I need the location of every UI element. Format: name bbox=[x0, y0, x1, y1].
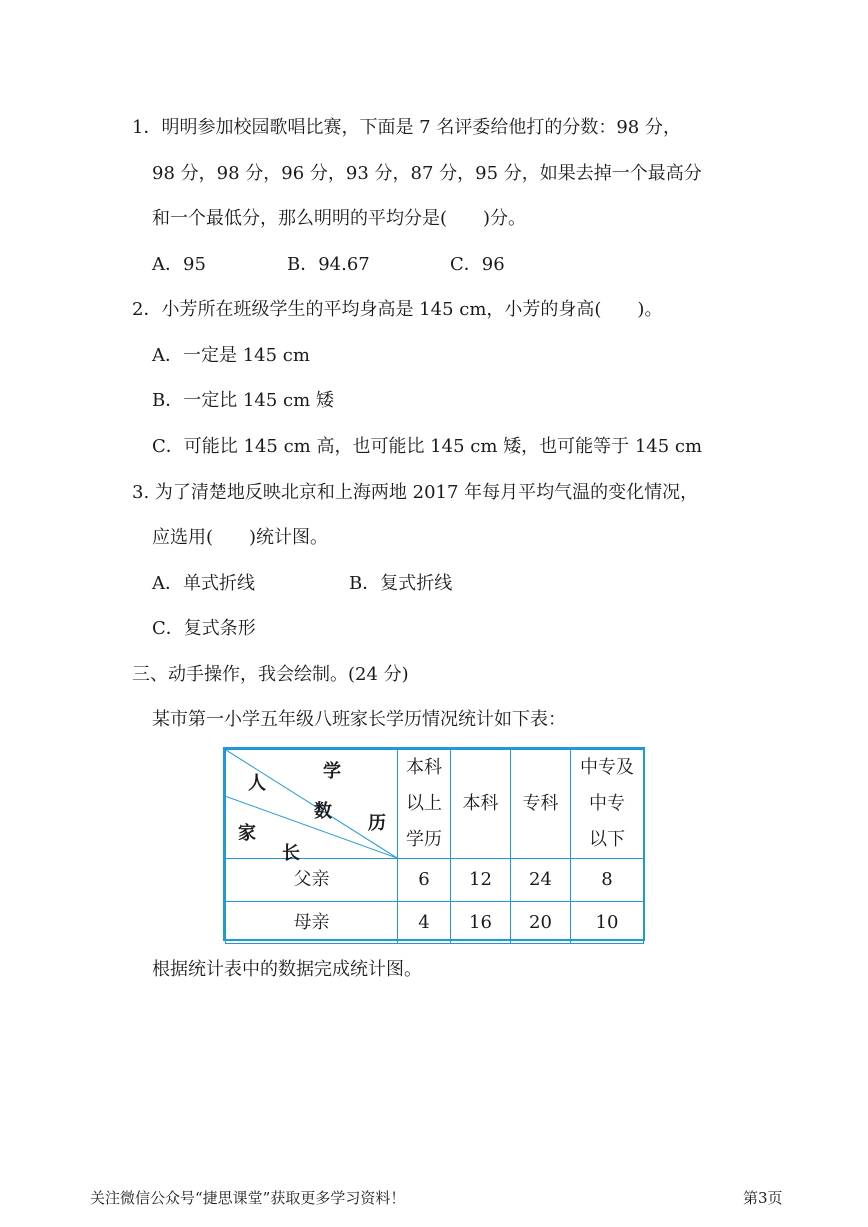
q3-option-a: A．单式折线 bbox=[152, 573, 255, 594]
table-cell: 24 bbox=[511, 859, 571, 902]
table-intro: 某市第一小学五年级八班家长学历情况统计如下表： bbox=[152, 709, 566, 730]
header-line: 中专 bbox=[589, 793, 625, 814]
header-line: 中专及 bbox=[580, 757, 634, 778]
statistics-table bbox=[223, 747, 645, 941]
table-row bbox=[226, 902, 644, 944]
table-cell: 8 bbox=[571, 859, 644, 902]
q3-option-c: C．复式条形 bbox=[152, 618, 256, 639]
q2-option-b: B．一定比 145 cm 矮 bbox=[152, 390, 334, 411]
q2-line1: 2．小芳所在班级学生的平均身高是 145 cm，小芳的身高( )。 bbox=[132, 299, 663, 320]
diag-label-xue: 学 bbox=[323, 761, 341, 782]
q1-line3: 和一个最低分，那么明明的平均分是( )分。 bbox=[152, 208, 527, 229]
q3-option-b: B．复式折线 bbox=[349, 573, 453, 594]
header-line: 以下 bbox=[589, 829, 625, 850]
q2-option-c: C．可能比 145 cm 高，也可能比 145 cm 矮，也可能等于 145 cm bbox=[152, 436, 703, 457]
table-cell: 20 bbox=[511, 902, 571, 944]
table-cell: 6 bbox=[398, 859, 451, 902]
diag-label-zhang: 长 bbox=[282, 843, 300, 864]
header-line: 本科 bbox=[462, 793, 499, 814]
q3-line2: 应选用( )统计图。 bbox=[152, 527, 329, 548]
header-secondary-below bbox=[571, 750, 644, 859]
diag-label-shu: 数 bbox=[314, 801, 332, 822]
diag-label-li: 历 bbox=[368, 813, 386, 834]
q1-option-c: C．96 bbox=[450, 254, 505, 275]
table-cell: 12 bbox=[451, 859, 511, 902]
row-label-father: 父亲 bbox=[226, 859, 398, 902]
row-label-mother: 母亲 bbox=[226, 902, 398, 944]
q3-line1: 3. 为了清楚地反映北京和上海两地 2017 年每月平均气温的变化情况， bbox=[132, 482, 699, 503]
diag-label-jia: 家 bbox=[238, 823, 256, 844]
footer-promo: 关注微信公众号“捷思课堂”获取更多学习资料！ bbox=[90, 1189, 406, 1207]
diagonal-header-cell bbox=[226, 750, 398, 864]
q2-option-a: A．一定是 145 cm bbox=[152, 345, 310, 366]
header-line: 本科 bbox=[406, 757, 442, 778]
header-line: 专科 bbox=[522, 793, 559, 814]
header-bachelor-plus bbox=[398, 750, 451, 859]
q1-line1: 1．明明参加校园歌唱比赛，下面是 7 名评委给他打的分数：98 分， bbox=[132, 117, 681, 138]
header-college bbox=[511, 750, 571, 859]
q1-line2: 98 分，98 分，96 分，93 分，87 分，95 分，如果去掉一个最高分 bbox=[152, 163, 702, 184]
table-followup: 根据统计表中的数据完成统计图。 bbox=[152, 959, 422, 980]
q1-option-b: B．94.67 bbox=[287, 254, 370, 275]
section3-title: 三、动手操作，我会绘制。(24 分) bbox=[132, 664, 409, 685]
header-line: 以上 bbox=[406, 793, 442, 814]
table-cell: 10 bbox=[571, 902, 644, 944]
header-line: 学历 bbox=[406, 829, 442, 850]
page-number: 第3页 bbox=[743, 1189, 783, 1207]
table-cell: 16 bbox=[451, 902, 511, 944]
diag-label-ren: 人 bbox=[248, 773, 266, 794]
table-cell: 4 bbox=[398, 902, 451, 944]
header-bachelor bbox=[451, 750, 511, 859]
q1-option-a: A．95 bbox=[152, 254, 206, 275]
